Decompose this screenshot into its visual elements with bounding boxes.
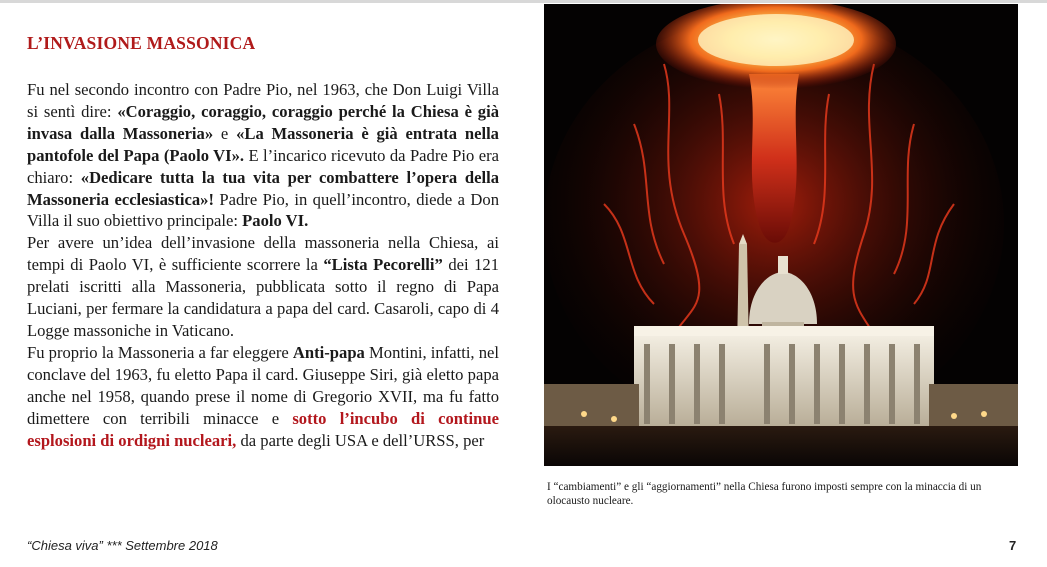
- photo-caption: I “cambiamenti” e gli “aggiornamenti” nella Chiesa furono imposti sempre con la minaccia di un olocausto nucleare.: [547, 481, 982, 507]
- text-run: Padre Pio, in quell’incontro, diede a Don Villa il suo obiettivo principale:: [27, 189, 499, 231]
- text-run: Fu proprio la Massoneria a far eleggere: [27, 342, 293, 362]
- bold-run: «Dedicare tutta la tua vita per combattere l’opera della Massoneria ecclesiastica»!: [27, 167, 499, 209]
- bold-run: «Coraggio, coraggio, coraggio perché la Chiesa è già invasa dalla Massoneria»: [27, 101, 499, 143]
- bold-run: «La Massoneria è già entrata nella pantofole del Papa (Paolo VI».: [27, 123, 499, 165]
- paragraph-2: [27, 232, 499, 342]
- bold-run: “Lista Pecorelli”: [323, 255, 443, 275]
- article-body: [27, 79, 499, 451]
- bold-run: Anti-papa: [292, 342, 365, 362]
- text-run: e: [213, 123, 237, 143]
- paragraph-1: [27, 79, 499, 232]
- text-run: da parte degli USA e dell’URSS, per: [236, 430, 485, 450]
- text-run: Per avere un’idea dell’invasione della massoneria nella Chiesa, ai tempi di Paolo VI, è sufficiente scorrere la: [27, 233, 499, 275]
- top-rule: [0, 0, 1047, 3]
- text-run: Montini, infatti, nel conclave del 1963, fu eletto Papa il card. Giuseppe Siri, già eletto papa anche nel 1958, quando prese il nome di Gregorio XVII, ma fu fatto dimettere con terribili minacce e: [27, 342, 500, 428]
- text-run: dei 121 prelati iscritti alla Massoneria, pubblicata sotto il regno di Papa Luciani, per fermare la candidatura a papa del card. Casaroli, capo di 4 Logge massoniche in Vaticano.: [27, 255, 499, 340]
- paragraph-3: [27, 342, 499, 452]
- article-heading: L’INVASIONE MASSONICA: [27, 33, 256, 53]
- text-run: E l’incarico ricevuto da Padre Pio era chiaro:: [27, 145, 499, 187]
- mushroom-cloud-vatican-photo: [544, 4, 1018, 466]
- page-number: 7: [1009, 538, 1017, 553]
- publication-footer: “Chiesa viva” *** Settembre 2018: [27, 538, 218, 553]
- text-run: Fu nel secondo incontro con Padre Pio, nel 1963, che Don Luigi Villa si sentì dire:: [27, 80, 499, 121]
- red-highlight-run: sotto l’incubo di continue esplosioni di ordigni nucleari,: [27, 408, 499, 450]
- bold-run: Paolo VI.: [242, 211, 309, 231]
